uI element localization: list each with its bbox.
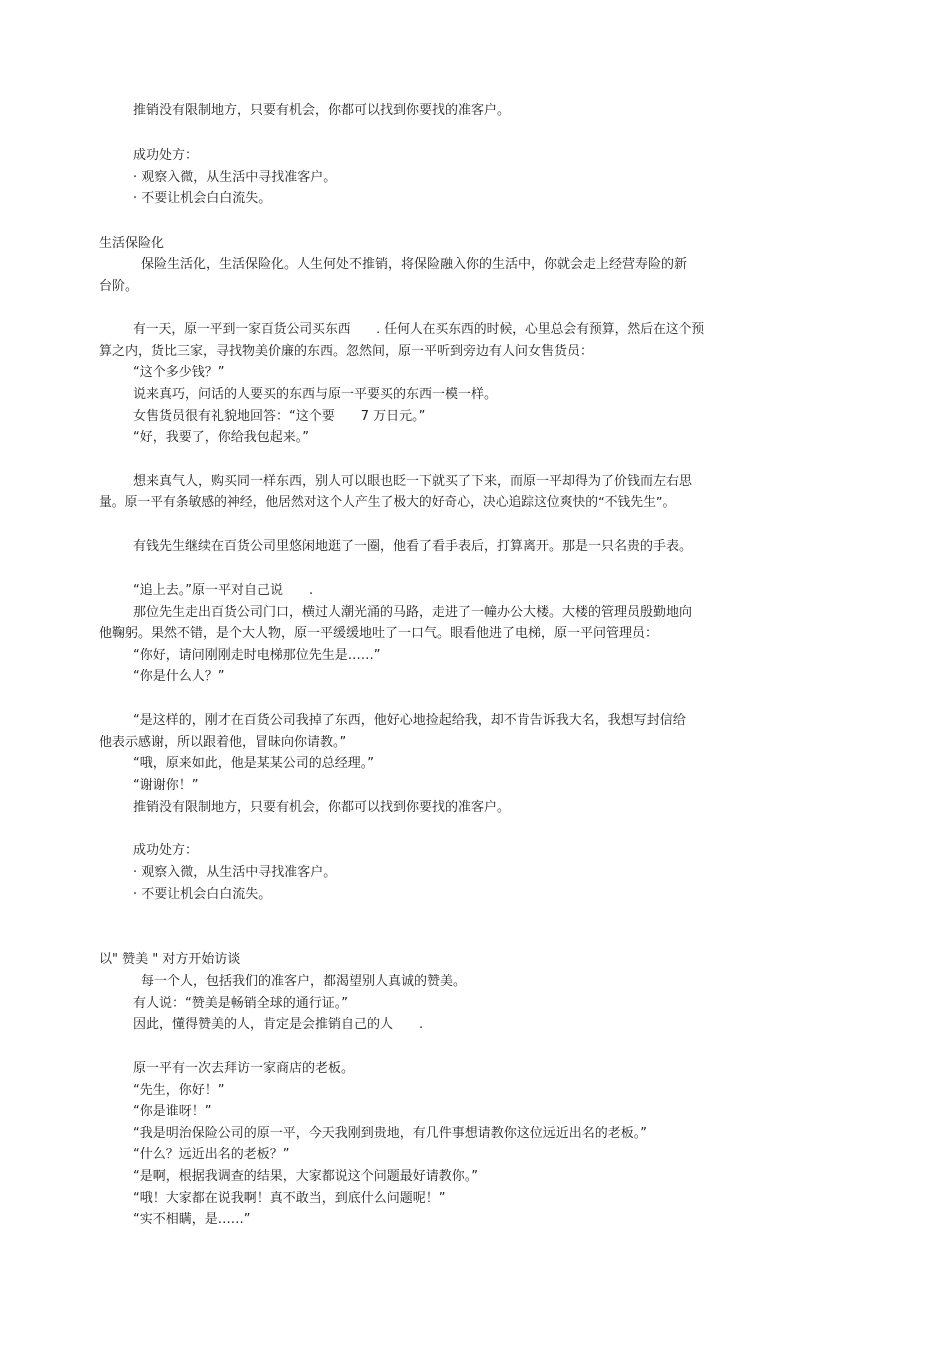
text-line: “谢谢你！” bbox=[133, 778, 199, 793]
text-line: “哦，原来如此，他是某某公司的总经理。” bbox=[133, 756, 374, 771]
text-line: 那位先生走出百货公司门口，横过人潮光涌的马路，走进了一幢办公大楼。大楼的管理员殷勤地向 bbox=[133, 605, 693, 620]
text-line: · 观察入微，从生活中寻找准客户。 bbox=[133, 865, 337, 880]
text-line: 有一天，原一平到一家百货公司买东西 . 任何人在买东西的时候，心里总会有预算，然后在这个预 bbox=[133, 322, 705, 337]
text-line: 成功处方： bbox=[133, 843, 199, 858]
text-line: “实不相瞒，是……” bbox=[133, 1212, 251, 1227]
text-line: “先生，你好！” bbox=[133, 1083, 225, 1098]
text-line: 每一个人，包括我们的准客户，都渴望别人真诚的赞美。 bbox=[141, 974, 467, 989]
text-line: 想来真气人，购买同一样东西，别人可以眼也眨一下就买了下来，而原一平却得为了价钱而左右思 bbox=[133, 474, 693, 489]
section-heading: 生活保险化 bbox=[99, 236, 165, 251]
text-line: “哦！大家都在说我啊！真不敢当，到底什么问题呢！” bbox=[133, 1191, 446, 1206]
text-line: “是这样的，刚才在百货公司我掉了东西，他好心地捡起给我，却不肯告诉我大名，我想写封信给 bbox=[133, 713, 686, 728]
text-line: 说来真巧，问话的人要买的东西与原一平要买的东西一模一样。 bbox=[133, 387, 498, 402]
text-line: 算之内，货比三家，寻找物美价廉的东西。忽然间，原一平听到旁边有人问女售货员： bbox=[99, 344, 594, 359]
text-line: “你是什么人？” bbox=[133, 669, 225, 684]
text-line: “追上去。”原一平对自己说 . bbox=[133, 583, 314, 598]
text-line: “什么？远近出名的老板？” bbox=[133, 1147, 290, 1162]
text-line: · 观察入微，从生活中寻找准客户。 bbox=[133, 170, 337, 185]
text-line: 台阶。 bbox=[99, 279, 139, 294]
text-line: 保险生活化，生活保险化。人生何处不推销，将保险融入你的生活中，你就会走上经营寿险的新 bbox=[141, 257, 688, 272]
text-line: “这个多少钱？” bbox=[133, 365, 225, 380]
text-line: 量。原一平有条敏感的神经，他居然对这个人产生了极大的好奇心，决心追踪这位爽快的“不钱先生”。 bbox=[99, 495, 676, 510]
text-line: 原一平有一次去拜访一家商店的老板。 bbox=[133, 1061, 355, 1076]
text-line: · 不要让机会白白流失。 bbox=[133, 887, 272, 902]
text-line: 他鞠躬。果然不错，是个大人物，原一平缓缓地吐了一口气。眼看他进了电梯，原一平问管理员： bbox=[99, 626, 659, 641]
text-line: “你好，请问刚刚走时电梯那位先生是……” bbox=[133, 648, 381, 663]
text-line: · 不要让机会白白流失。 bbox=[133, 191, 272, 206]
text-line: 因此，懂得赞美的人，肯定是会推销自己的人 . bbox=[133, 1017, 424, 1032]
text-line: “我是明治保险公司的原一平，今天我刚到贵地，有几件事想请教你这位远近出名的老板。” bbox=[133, 1126, 647, 1141]
text-line: 有人说：“赞美是畅销全球的通行证。” bbox=[133, 996, 348, 1011]
text-line: 推销没有限制地方，只要有机会，你都可以找到你要找的准客户。 bbox=[133, 103, 511, 118]
text-line: 推销没有限制地方，只要有机会，你都可以找到你要找的准客户。 bbox=[133, 800, 511, 815]
text-line: “是啊，根据我调查的结果，大家都说这个问题最好请教你。” bbox=[133, 1169, 478, 1184]
section-heading: 以" 赞美 " 对方开始访谈 bbox=[99, 952, 241, 967]
text-line: 成功处方： bbox=[133, 148, 199, 163]
text-line: “好，我要了，你给我包起来。” bbox=[133, 430, 309, 445]
text-line: 女售货员很有礼貌地回答：“这个要 7 万日元。” bbox=[133, 409, 426, 424]
text-line: 有钱先生继续在百货公司里悠闲地逛了一圈，他看了看手表后，打算离开。那是一只名贵的手表。 bbox=[133, 539, 693, 554]
text-line: 他表示感谢，所以跟着他，冒昧向你请教。” bbox=[99, 735, 347, 750]
text-line: “你是谁呀！” bbox=[133, 1104, 212, 1119]
